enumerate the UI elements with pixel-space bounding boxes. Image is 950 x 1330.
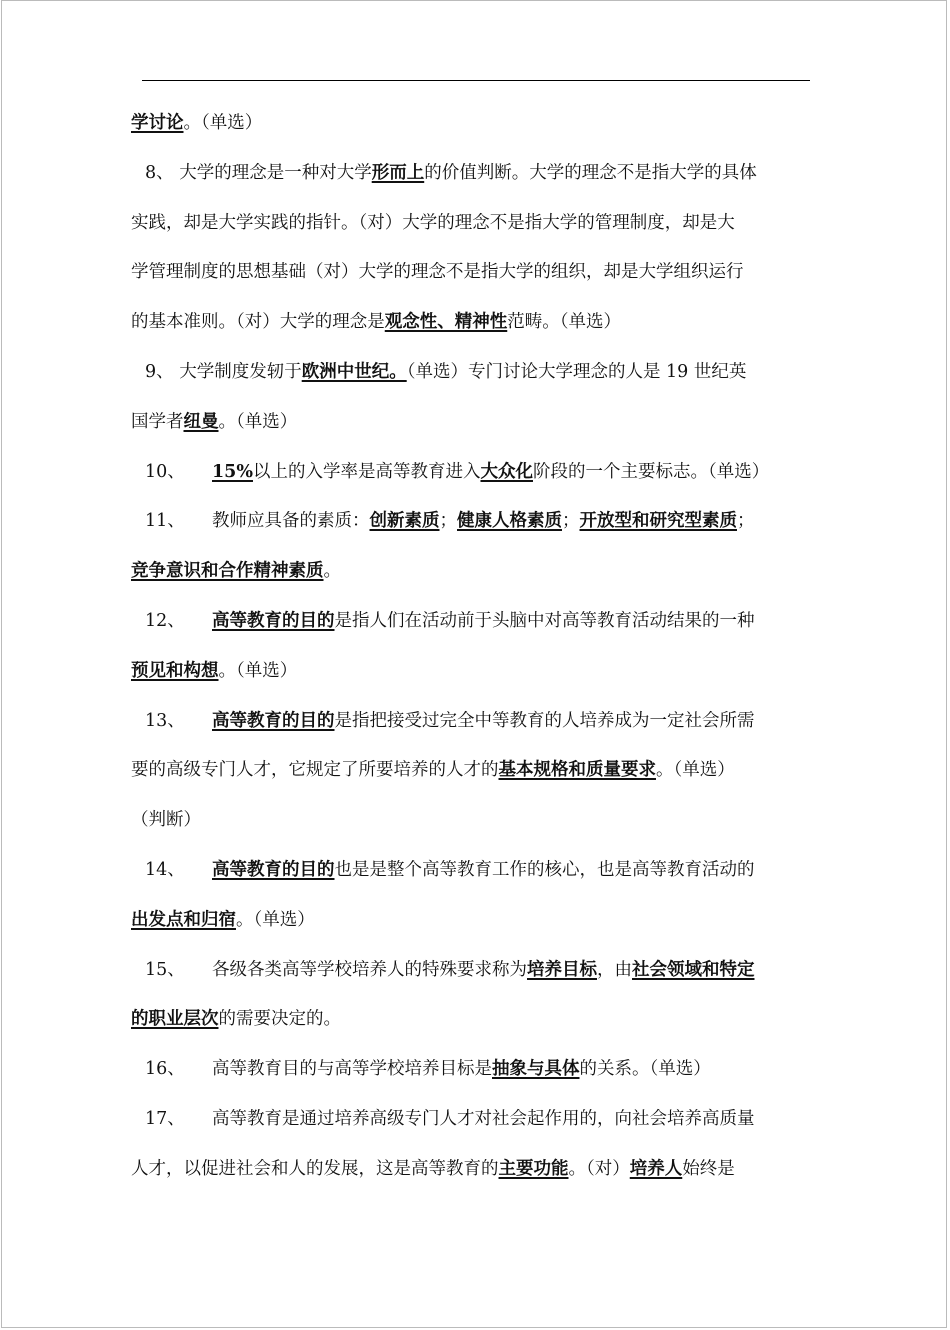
text-line (131, 497, 811, 547)
text-segment: 。（单选） (218, 411, 298, 432)
text-segment: 高等教育目的与高等学校培养目标是 (212, 1059, 492, 1080)
text-segment: 。（对） (568, 1158, 630, 1179)
text-line (131, 348, 811, 398)
item-number: 10、 (145, 461, 185, 482)
text-line (131, 199, 811, 249)
item-number: 12、 (145, 610, 185, 631)
text-segment: 的关系。（单选） (579, 1059, 711, 1080)
text-line (131, 946, 811, 996)
text-line (131, 796, 811, 846)
text-line (131, 995, 811, 1045)
keyword: 主要功能 (498, 1158, 569, 1179)
item-number: 11、 (145, 511, 185, 532)
keyword: 15% (212, 461, 253, 482)
keyword: 预见和构想 (131, 660, 219, 681)
item-number: 15、 (145, 959, 185, 980)
text-segment: ； (562, 511, 580, 532)
text-segment: 8、 大学的理念是一种对大学 (145, 162, 372, 183)
text-segment: 国学者 (131, 411, 184, 432)
keyword: 高等教育的目的 (212, 710, 335, 731)
item-number: 17、 (145, 1108, 185, 1129)
text-segment: 的基本准则。（对）大学的理念是 (131, 312, 385, 333)
text-line (131, 746, 811, 796)
text-line (131, 547, 811, 597)
text-segment: 阶段的一个主要标志。（单选） (532, 461, 770, 482)
text-segment: ； (737, 511, 755, 532)
text-segment: 各级各类高等学校培养人的特殊要求称为 (212, 959, 527, 980)
keyword: 大众化 (480, 461, 533, 482)
text-segment: 是指人们在活动前于头脑中对高等教育活动结果的一种 (334, 610, 755, 631)
text-segment: 始终是 (682, 1158, 735, 1179)
item-number: 16、 (145, 1059, 185, 1080)
text-line (131, 398, 811, 448)
keyword: 观念性、精神性 (384, 312, 508, 333)
text-line (131, 1095, 811, 1145)
keyword: 健康人格素质 (457, 511, 562, 532)
text-segment: 范畴。（单选） (507, 312, 621, 333)
keyword: 创新素质 (369, 511, 440, 532)
keyword: 学讨论 (131, 113, 184, 133)
text-segment: 实践，却是大学实践的指针。（对）大学的理念不是指大学的管理制度，却是大 (131, 212, 735, 233)
text-segment: 以上的入学率是高等教育进入 (252, 461, 481, 482)
text-segment: 教师应具备的素质： (212, 511, 370, 532)
text-segment: 的需要决定的。 (218, 1009, 341, 1030)
text-line (131, 149, 811, 199)
text-segment: ； (439, 511, 457, 532)
text-segment: ，由 (597, 959, 632, 980)
text-segment: 是指把接受过完全中等教育的人培养成为一定社会所需 (334, 710, 755, 731)
text-segment: 学管理制度的思想基础（对）大学的理念不是指大学的组织，却是大学组织运行 (131, 262, 744, 283)
keyword: 开放型和研究型素质 (579, 511, 737, 532)
text-segment: （单选）专门讨论大学理念的人是 19 世纪英 (406, 361, 747, 382)
text-line (131, 448, 811, 498)
text-line (131, 99, 811, 149)
keyword: 纽曼 (183, 411, 219, 432)
text-line (131, 697, 811, 747)
keyword: 高等教育的目的 (212, 610, 335, 631)
text-line (131, 597, 811, 647)
text-line (131, 647, 811, 697)
text-segment: 人才，以促进社会和人的发展，这是高等教育的 (131, 1158, 499, 1179)
text-line (131, 896, 811, 946)
text-line (131, 1145, 811, 1195)
text-segment: 。（单选） (656, 760, 735, 781)
keyword: 培养人 (629, 1158, 683, 1179)
document-body (131, 99, 811, 1195)
text-line (131, 298, 811, 348)
keyword: 培养目标 (527, 959, 597, 980)
text-segment: 。（单选） (218, 660, 298, 681)
text-line (131, 1045, 811, 1095)
text-segment: 。（单选） (183, 113, 263, 133)
text-segment: 。（单选） (236, 909, 315, 930)
keyword: 高等教育的目的 (212, 859, 335, 880)
text-segment: （判断） (131, 810, 201, 831)
item-number: 13、 (145, 710, 185, 731)
text-line (131, 248, 811, 298)
text-line (131, 846, 811, 896)
keyword: 抽象与具体 (492, 1059, 580, 1080)
text-segment: 要的高级专门人才，它规定了所要培养的人才的 (131, 760, 499, 781)
keyword: 欧洲中世纪。 (301, 361, 407, 382)
item-number: 14、 (145, 859, 185, 880)
text-segment: 高等教育是通过培养高级专门人才对社会起作用的，向社会培养高质量 (212, 1108, 755, 1129)
text-segment: 。 (323, 561, 341, 582)
keyword: 基本规格和质量要求 (498, 760, 656, 781)
text-segment: 9、 大学制度发轫于 (145, 361, 302, 382)
header-rule (142, 80, 810, 81)
keyword: 出发点和归宿 (131, 909, 236, 930)
text-segment: 也是是整个高等教育工作的核心，也是高等教育活动的 (334, 859, 755, 880)
keyword: 社会领域和特定 (632, 959, 755, 980)
keyword: 的职业层次 (131, 1009, 219, 1030)
keyword: 形而上 (371, 162, 425, 183)
keyword: 竞争意识和合作精神素质 (131, 561, 324, 582)
text-segment: 的价值判断。大学的理念不是指大学的具体 (424, 162, 757, 183)
